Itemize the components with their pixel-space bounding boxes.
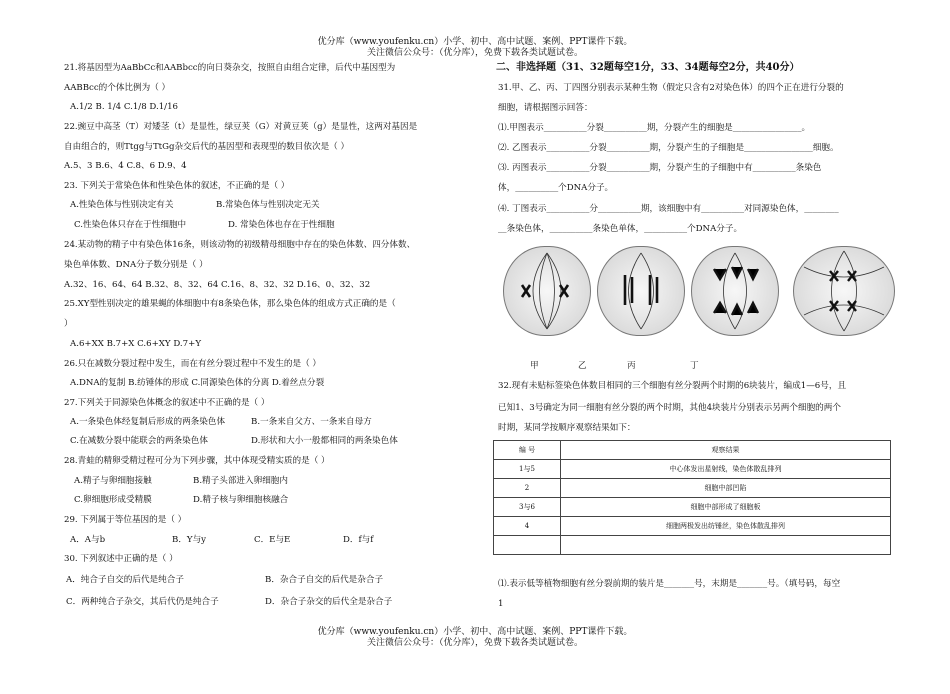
- cell-ding-spindle: [794, 247, 894, 335]
- footer-line-2: 关注微信公众号：（优分库），免费下载各类试题试卷。: [366, 638, 583, 648]
- q21-text-cont: AABBcc的个体比例为（ ）: [64, 83, 171, 93]
- q26-text: 26.只在减数分裂过程中发生，而在有丝分裂过程中不发生的是（ ）: [64, 359, 322, 369]
- q29-option-b: B．Y与y: [172, 535, 207, 545]
- q25-text-cont: ）: [64, 319, 73, 329]
- q23-option-c: C.性染色体只存在于性细胞中: [74, 220, 187, 230]
- cell-division-figure: [497, 246, 897, 338]
- q32-part-1-cont: 1: [498, 599, 504, 609]
- q32-text: 32.现有未贴标签染色体数目相同的三个细胞有丝分裂两个时期的6块装片，编成1—6号，且: [498, 381, 847, 391]
- table-header-row: [494, 441, 891, 460]
- table-row: [494, 460, 891, 479]
- q27-option-c: C.在减数分裂中能联会的两条染色体: [70, 436, 208, 446]
- footer-line-1: 优分库（www.youfenku.cn）小学、初中、高中试题、案例、PPT课件下载。: [317, 627, 633, 637]
- q31-text: 31.甲、乙、丙、丁四图分别表示某种生物（假定只含有2对染色体）的四个正在进行分裂的: [498, 83, 844, 93]
- q25-text: 25.XY型性别决定的雄果蝇的体细胞中有8条染色体，那么染色体的组成方式正确的是（: [64, 299, 396, 309]
- q31-text-cont: 细胞，请根据图示回答：: [498, 103, 593, 113]
- q30-option-a: A．纯合子自交的后代是纯合子: [66, 575, 184, 585]
- q21-options: A.1/2 B. 1/4 C.1/8 D.1/16: [70, 102, 179, 112]
- label-yi: 乙: [578, 361, 587, 371]
- table-cell: 1与5: [494, 460, 561, 479]
- q22-options: A.5、3 B.6、4 C.8、6 D.9、4: [64, 161, 187, 171]
- q29-option-d: D．f与f: [343, 535, 374, 545]
- page-header: [0, 37, 950, 59]
- q25-options: A.6+XX B.7+X C.6+XY D.7+Y: [70, 339, 201, 349]
- cell-yi-spindle: [598, 247, 684, 335]
- label-bing: 丙: [627, 361, 636, 371]
- q27-option-a: A.一条染色体经复制后形成的两条染色体: [70, 417, 226, 427]
- q31-part-4-cont: __条染色体，__________条染色单体，__________个DNA分子。: [498, 224, 743, 234]
- page-footer: [0, 627, 950, 649]
- q23-option-a: A.性染色体与性别决定有关: [70, 200, 174, 210]
- header-line-2: 关注微信公众号：（优分库），免费下载各类试题试卷。: [366, 48, 583, 58]
- q29-option-a: A．A与b: [70, 535, 106, 545]
- table-cell: 4: [494, 517, 561, 536]
- q27-option-b: B.一条来自父方、一条来自母方: [251, 417, 372, 427]
- label-ding: 丁: [690, 361, 699, 371]
- table-cell: 细胞中部形成了细胞板: [561, 498, 891, 517]
- table-cell: 中心体发出星射线，染色体散乱排列: [561, 460, 891, 479]
- q31-part-3: ⑶. 丙图表示__________分裂__________期，分裂产生的子细胞中有__________条染色: [498, 163, 822, 173]
- q23-text: 23. 下列关于常染色体和性染色体的叙述，不正确的是（ ）: [64, 181, 290, 191]
- header-line-1: 优分库（www.youfenku.cn）小学、初中、高中试题、案例、PPT课件下载。: [317, 37, 633, 47]
- cell-bing: [691, 246, 779, 336]
- q28-option-a: A.精子与卵细胞接触: [74, 476, 152, 486]
- q29-option-c: C．E与E: [254, 535, 291, 545]
- q23-option-b: B.常染色体与性别决定无关: [216, 200, 320, 210]
- q28-option-d: D.精子核与卵细胞核融合: [193, 495, 289, 505]
- q32-text-cont-2: 时期，某同学按顺序观察结果如下：: [498, 423, 636, 433]
- cell-bing-spindle: [692, 247, 778, 335]
- q28-text: 28.青蛙的精卵受精过程可分为下列步骤，其中体现受精实质的是（ ）: [64, 456, 330, 466]
- q23-option-d: D. 常染色体也存在于性细胞: [228, 220, 335, 230]
- q30-option-c: C．两种纯合子杂交，其后代仍是纯合子: [66, 597, 219, 607]
- q22-text-cont: 自由组合的，则Ttgg与TtGg杂交后代的基因型和表现型的数目依次是（ ）: [64, 142, 350, 152]
- table-cell: 细胞中部凹陷: [561, 479, 891, 498]
- q31-part-2: ⑵. 乙图表示__________分裂__________期，分裂产生的子细胞是________________细胞。: [498, 143, 839, 153]
- q27-option-d: D.形状和大小一般都相同的两条染色体: [251, 436, 398, 446]
- cell-jia: [503, 246, 591, 336]
- table-header-cell: 编 号: [494, 441, 561, 460]
- q27-text: 27.下列关于同源染色体概念的叙述中不正确的是（ ）: [64, 398, 270, 408]
- q21-text: 21.将基因型为AaBbCc和AABbcc的向日葵杂交，按照自由组合定律，后代中基因型为: [64, 63, 396, 73]
- q26-options: A.DNA的复制 B.纺锤体的形成 C.同源染色体的分离 D.着丝点分裂: [70, 378, 325, 388]
- q32-part-1: ⑴.表示低等植物细胞有丝分裂前期的装片是_______号，末期是_______号。（填号码，每空: [498, 579, 841, 589]
- observation-table: [493, 440, 891, 555]
- q30-text: 30. 下列叙述中正确的是（ ）: [64, 554, 178, 564]
- q29-text: 29. 下列属于等位基因的是（ ）: [64, 515, 187, 525]
- table-row: [494, 498, 891, 517]
- cell-ding: [793, 246, 895, 336]
- table-cell: 2: [494, 479, 561, 498]
- cell-yi: [597, 246, 685, 336]
- q31-part-3-cont: 体，__________个DNA分子。: [498, 183, 614, 193]
- label-jia: 甲: [530, 361, 539, 371]
- q30-option-d: D．杂合子杂交的后代全是杂合子: [265, 597, 393, 607]
- q30-option-b: B．杂合子自交的后代是杂合子: [265, 575, 384, 585]
- q24-options: A.32、16、64、64 B.32、8、32、64 C.16、8、32、32 D.16、0、32、32: [64, 280, 371, 290]
- q24-text: 24.某动物的精子中有染色体16条，则该动物的初级精母细胞中存在的染色体数、四分体数、: [64, 240, 416, 250]
- q22-text: 22.豌豆中高茎（T）对矮茎（t）是显性，绿豆荚（G）对黄豆荚（g）是显性，这两对基因是: [64, 122, 418, 132]
- q31-part-4: ⑷. 丁图表示__________分__________期，该细胞中有__________对同源染色体，________: [498, 204, 839, 214]
- q28-option-c: C.卵细胞形成受精膜: [74, 495, 152, 505]
- table-cell: 细胞两极发出纺锤丝，染色体散乱排列: [561, 517, 891, 536]
- table-row-blank: [494, 536, 891, 555]
- table-row: [494, 517, 891, 536]
- q31-part-1: ⑴.甲图表示__________分裂__________期，分裂产生的细胞是________________。: [498, 123, 811, 133]
- cell-jia-spindle: [504, 247, 590, 335]
- table-row: [494, 479, 891, 498]
- q24-text-cont: 染色单体数、DNA分子数分别是（ ）: [64, 260, 208, 270]
- table-cell: 3与6: [494, 498, 561, 517]
- table-header-cell: 观察结果: [561, 441, 891, 460]
- section-title: 二、非选择题（31、32题每空1分，33、34题每空2分，共40分）: [496, 62, 800, 73]
- q32-text-cont: 已知1、3号确定为同一细胞有丝分裂的两个时期，其他4块装片分别表示另两个细胞的两个: [498, 403, 841, 413]
- q28-option-b: B.精子头部进入卵细胞内: [193, 476, 288, 486]
